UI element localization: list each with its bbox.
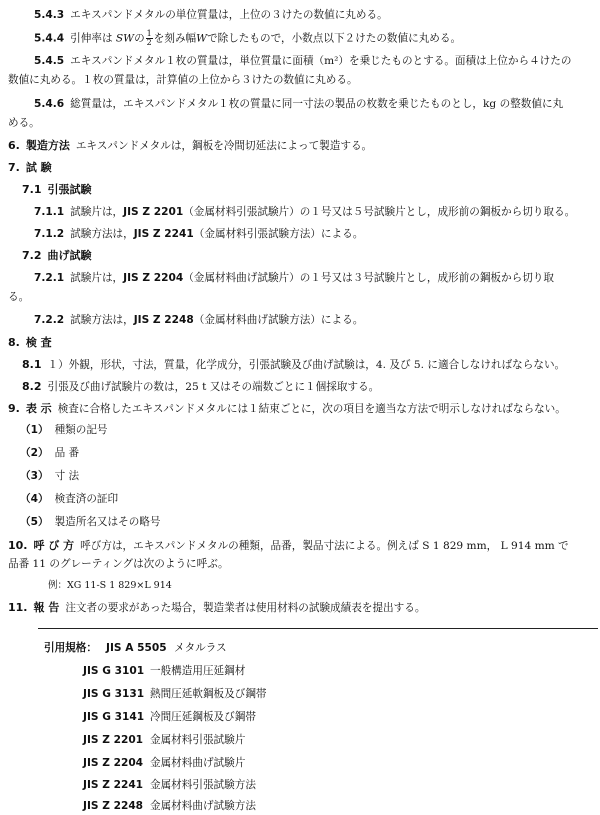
clause-text: 試験片は， [70,272,124,284]
section-title: 表 示 [25,402,52,415]
section-6 [8,138,372,154]
clause-text: （金属材料曲げ試験方法）による。 [193,314,364,326]
clause-number: 5.4.3 [34,9,65,21]
clause-number: 7.2.1 [34,272,65,284]
item-text: 寸 法 [54,470,80,482]
marking-item [20,446,79,461]
section-title: 報 告 [33,601,60,614]
section-title: 検 査 [25,336,52,349]
clause-number: 8.1 [22,358,42,371]
item-text: 品 番 [54,447,80,459]
section-title: 曲げ試験 [47,249,92,262]
marking-item [20,492,118,507]
section-number: 7.1 [22,183,42,196]
clause-text: る。 [8,291,30,303]
example-text: 例：XG 11-S 1 829×L 914 [48,580,172,591]
section-text: エキスパンドメタルは，鋼板を冷間切延法によって製造する。 [75,140,373,152]
clause-text: の [134,32,145,45]
standard-code: JIS Z 2204 [123,272,184,284]
reference-title: 金属材料引張試験片 [150,734,246,746]
item-number: （4） [20,493,49,505]
clause-7-1-1 [34,205,575,220]
section-number: 10. [8,539,28,552]
clause-number: 7.2.2 [34,314,65,326]
divider-line [38,628,598,629]
clause-text: （金属材料曲げ試験片）の１号又は３号試験片とし，成形前の鋼板から切り取 [183,272,554,284]
marking-item [20,469,79,484]
fraction-numerator: 1 [146,29,152,38]
clause-8-1 [22,357,565,373]
clause-text: 試験方法は， [70,314,134,326]
reference-code: JIS G 3141 [83,711,145,723]
section-number: 7.2 [22,249,42,262]
reference-title: 一般構造用圧延鋼材 [150,665,246,677]
section-title: 試 験 [25,161,52,174]
clause-text: める。 [8,117,40,129]
clause-text: エキスパンドメタルの単位質量は，上位の３けたの数値に丸める。 [70,9,388,21]
clause-number: 5.4.6 [34,98,65,110]
section-title: 引張試験 [47,183,92,196]
clause-text: で除したもので，小数点以下２けたの数値に丸める。 [207,32,462,45]
section-number: 6. [8,139,20,152]
marking-item [20,515,161,530]
clause-number: 7.1.2 [34,228,65,240]
clause-text: エキスパンドメタル１枚の質量は，単位質量に面積（m²）を乗じたものとする。面積は上位から４けたの [70,55,572,67]
reference-code: JIS Z 2204 [83,757,144,769]
reference-title: 冷間圧延鋼板及び鋼帯 [150,711,256,723]
clause-number: 5.4.4 [34,32,65,45]
clause-7-2-2 [34,313,363,328]
section-number: 9. [8,402,20,415]
reference-code: JIS A 5505 [106,642,167,654]
section-10 [8,538,569,554]
symbol-sw: SW [115,32,135,45]
section-text: 呼び方は，エキスパンドメタルの種類，品番，製品寸法による。例えば S 1 829 mm， L 914 mm で [80,540,569,552]
clause-text: を刻み幅 [153,32,197,45]
clause-text: １）外観，形状，寸法，質量，化学成分，引張試験及び曲げ試験は，4. 及び 5. に適合しなければならない。 [47,359,566,371]
reference-title: 金属材料曲げ試験方法 [150,800,256,812]
clause-5-4-4 [34,30,461,47]
standard-code: JIS Z 2241 [133,228,194,240]
section-9 [8,401,566,417]
reference-code: JIS Z 2248 [83,800,144,812]
section-title: 呼 び 方 [33,539,75,552]
reference-title: メタルラス [174,642,227,654]
standard-code: JIS Z 2201 [123,206,184,218]
clause-text: 数値に丸める。１枚の質量は，計算値の上位から３けたの数値に丸める。 [8,74,358,86]
item-text: 製造所名又はその略号 [54,516,161,528]
item-number: （3） [20,470,49,482]
clause-5-4-6-cont [8,116,40,131]
section-7-1 [22,182,92,198]
section-11 [8,600,425,616]
section-text: 品番 11 のグレーティングは次のように呼ぶ。 [8,558,229,570]
clause-text: 試験方法は， [70,228,134,240]
section-7-2 [22,248,92,264]
reference-code: JIS Z 2241 [83,779,144,791]
section-8 [8,335,52,351]
section-number: 8. [8,336,20,349]
clause-7-2-1-cont [8,290,29,305]
clause-text: 引張及び曲げ試験片の数は，25 t 又はその端数ごとに１個採取する。 [47,381,380,393]
clause-text: （金属材料引張試験方法）による。 [193,228,364,240]
reference-code: JIS G 3101 [83,665,145,677]
clause-number: 5.4.5 [34,55,65,67]
clause-number: 7.1.1 [34,206,65,218]
item-text: 検査済の証印 [54,493,119,505]
designation-example [48,579,172,593]
clause-text: 総質量は，エキスパンドメタル１枚の質量に同一寸法の製品の枚数を乗じたものとし，kg の整数値に丸 [70,98,564,110]
section-7 [8,160,52,176]
section-number: 7. [8,161,20,174]
references-label: 引用規格： [44,642,97,654]
reference-title: 金属材料引張試験方法 [150,779,256,791]
clause-number: 8.2 [22,380,42,393]
clause-text: 引伸率は [70,32,113,45]
clause-5-4-5 [34,54,571,69]
clause-5-4-3 [34,8,388,23]
clause-7-2-1 [34,271,554,286]
section-10-cont [8,557,229,572]
marking-item [20,423,108,438]
section-title: 製造方法 [25,139,70,152]
clause-8-2 [22,379,379,395]
fraction-denominator: 2 [146,38,152,47]
reference-title: 熱間圧延軟鋼板及び鋼帯 [150,688,267,700]
item-number: （2） [20,447,49,459]
reference-code: JIS G 3131 [83,688,145,700]
fraction-half [146,30,153,47]
item-number: （5） [20,516,49,528]
section-text: 検査に合格したエキスパンドメタルには１結束ごとに，次の項目を適当な方法で明示しなければならない。 [57,403,566,415]
clause-text: 試験片は， [70,206,124,218]
item-number: （1） [20,424,49,436]
clause-5-4-6 [34,97,563,112]
reference-code: JIS Z 2201 [83,734,144,746]
clause-text: （金属材料引張試験片）の１号又は５号試験片とし，成形前の鋼板から切り取る。 [183,206,576,218]
section-text: 注文者の要求があった場合，製造業者は使用材料の試験成績表を提出する。 [65,602,426,614]
section-number: 11. [8,601,28,614]
clause-5-4-5-cont [8,73,358,88]
standard-code: JIS Z 2248 [133,314,194,326]
reference-title: 金属材料曲げ試験片 [150,757,246,769]
symbol-w: W [196,32,208,45]
item-text: 種類の記号 [54,424,108,436]
clause-7-1-2 [34,227,363,242]
